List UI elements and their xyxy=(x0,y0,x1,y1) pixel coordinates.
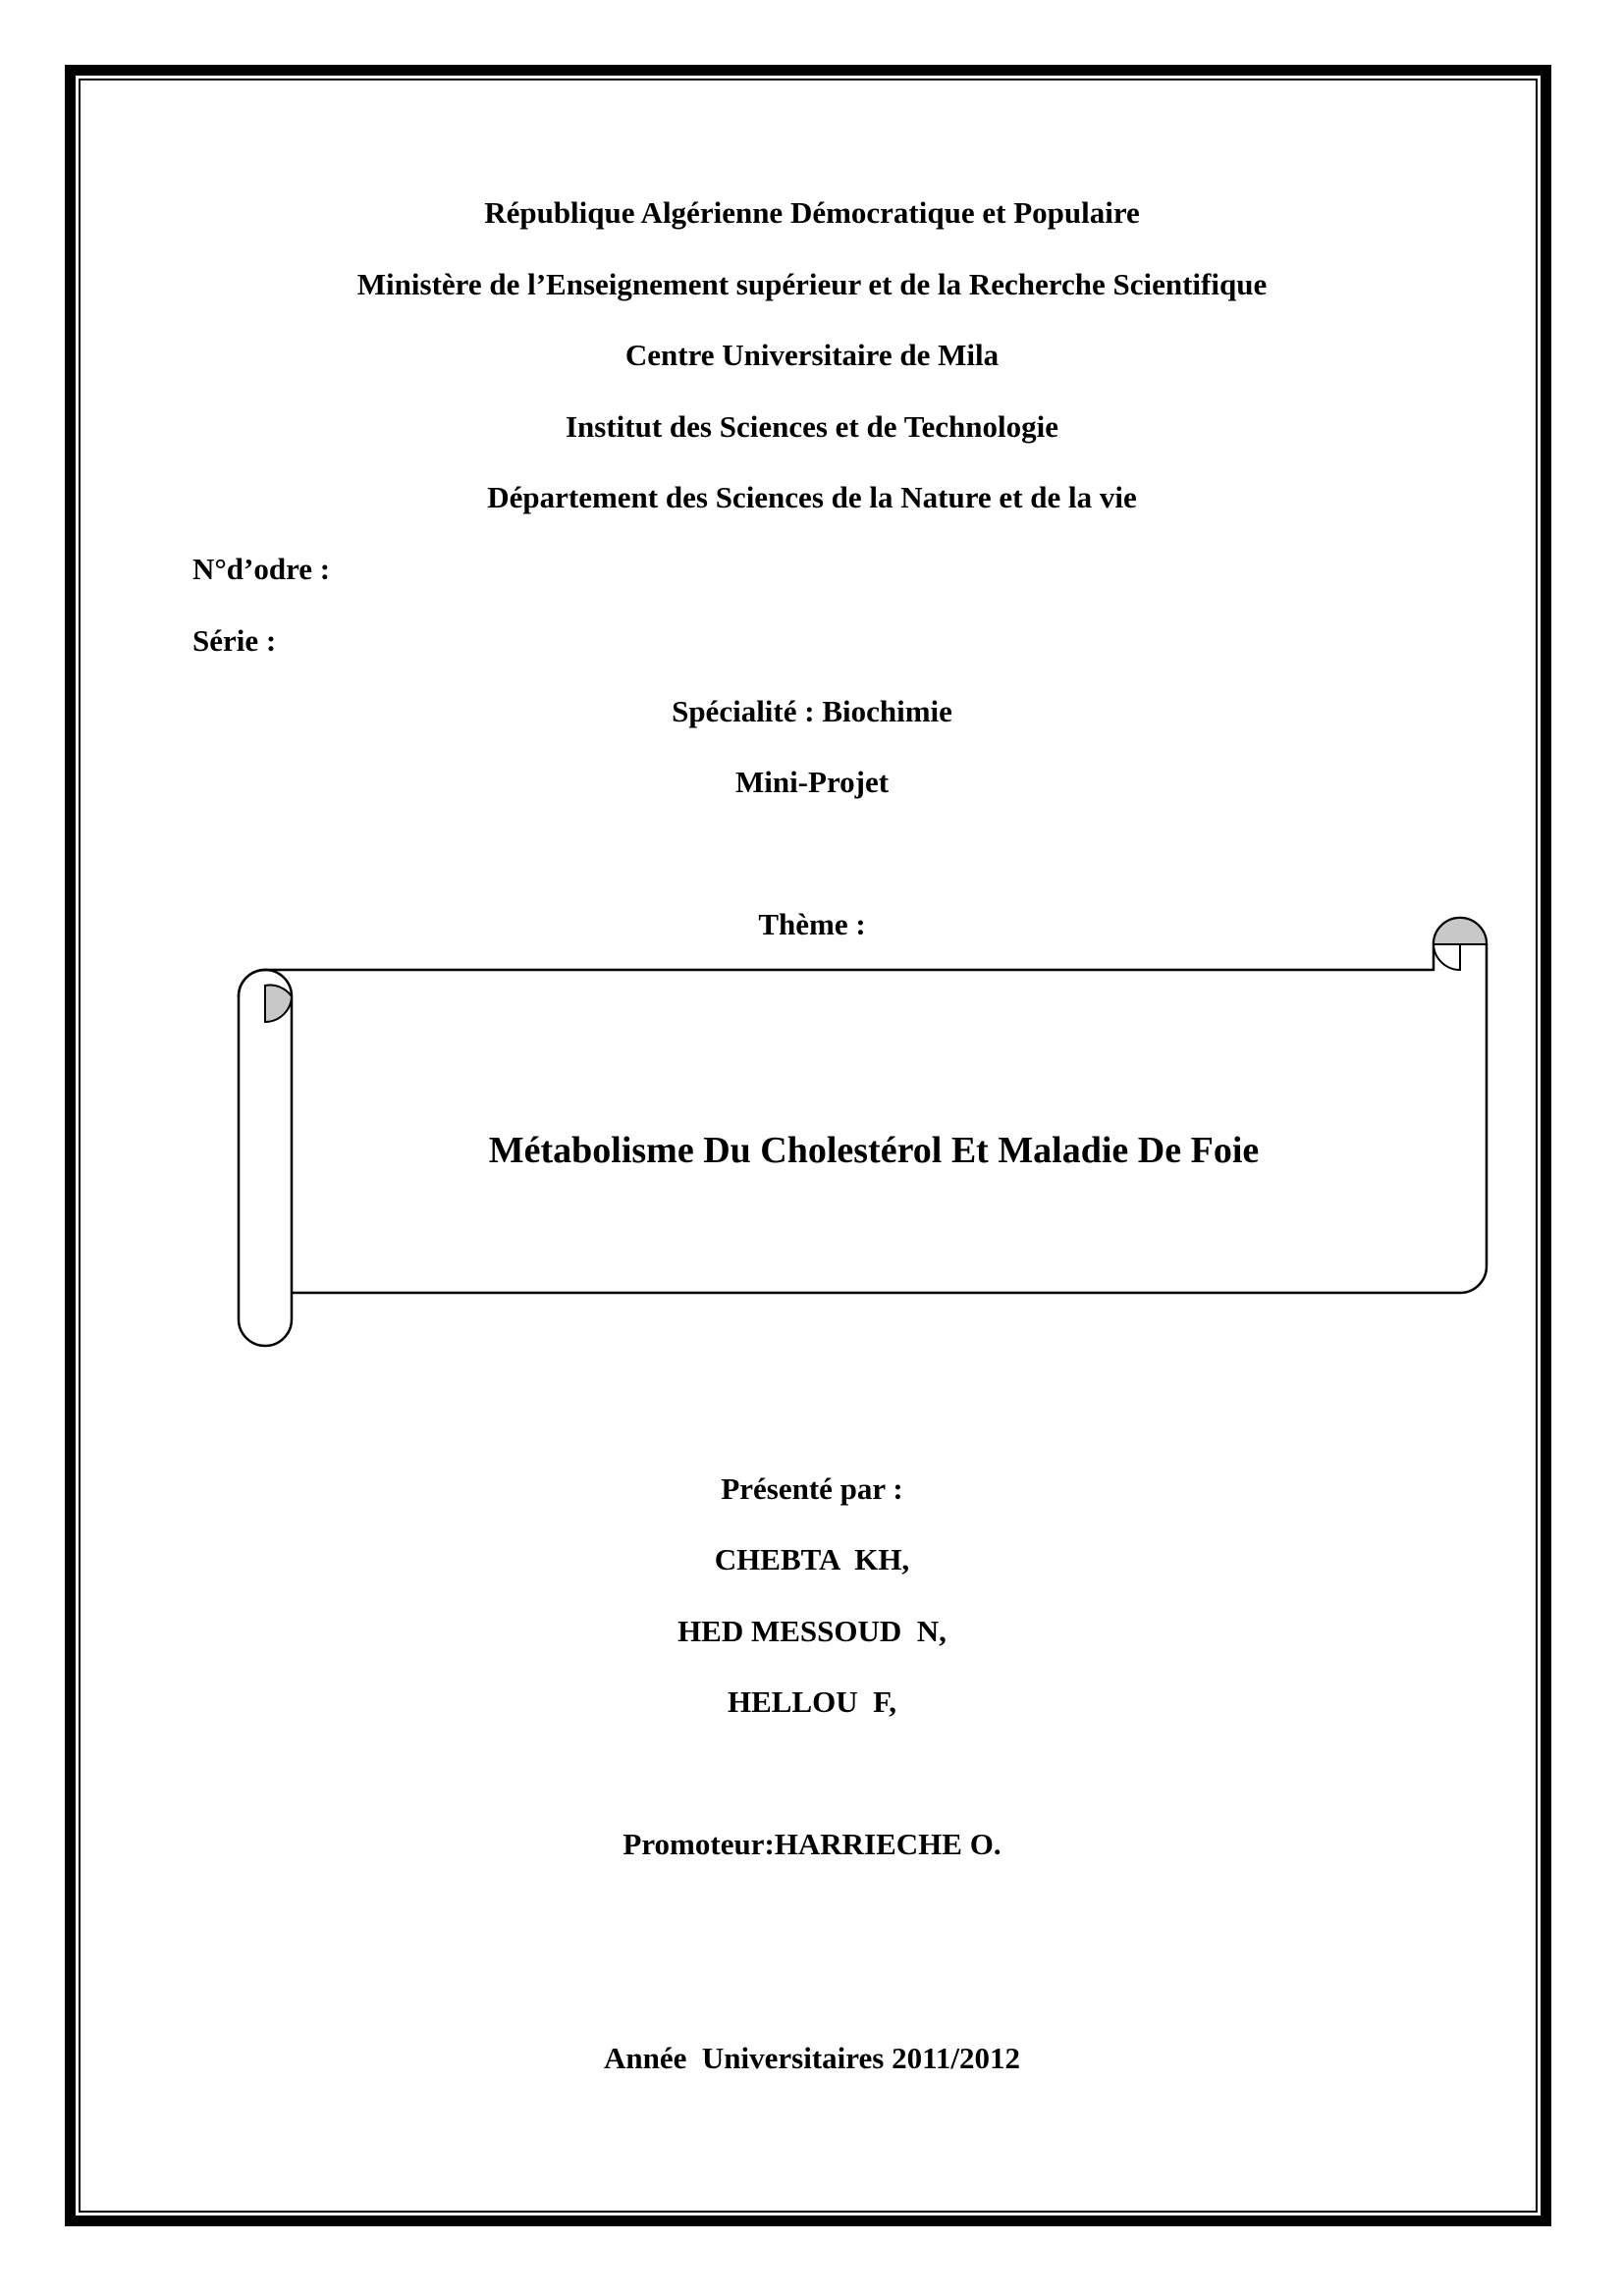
order-number-label: N°d’odre : xyxy=(192,552,331,586)
project-type: Mini-Projet xyxy=(734,765,890,799)
author-name: CHEBTA KH, xyxy=(714,1542,910,1576)
university-center-heading: Centre Universitaire de Mila xyxy=(624,338,1000,372)
institute-heading: Institut des Sciences et de Technologie xyxy=(565,409,1059,444)
presented-by-label: Présenté par : xyxy=(721,1471,903,1506)
theme-title: Métabolisme Du Cholestérol Et Maladie De Foie xyxy=(488,1130,1260,1171)
promoter-line: Promoteur:HARRIECHE O. xyxy=(623,1827,1001,1861)
author-name: HED MESSOUD N, xyxy=(677,1614,947,1648)
author-name: HELLOU F, xyxy=(728,1684,896,1719)
theme-label: Thème : xyxy=(758,907,866,941)
ministry-heading: Ministère de l’Enseignement supérieur et de la Recherche Scientifique xyxy=(356,267,1268,301)
academic-year: Année Universitaires 2011/2012 xyxy=(604,2041,1020,2075)
department-heading: Département des Sciences de la Nature et de la vie xyxy=(487,480,1137,514)
specialty-line: Spécialité : Biochimie xyxy=(672,694,952,728)
republic-heading: République Algérienne Démocratique et Populaire xyxy=(484,195,1140,230)
series-label: Série : xyxy=(192,623,277,658)
